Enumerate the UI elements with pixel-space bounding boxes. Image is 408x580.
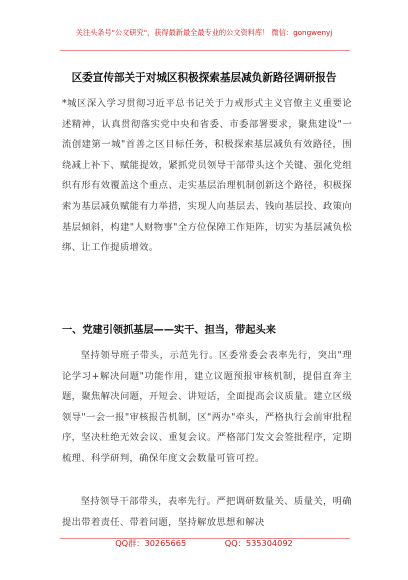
footer-qq-contact: QQ：535304092 — [224, 538, 293, 548]
footer-qq-group: QQ群：30265665 — [115, 538, 187, 548]
header-divider — [60, 50, 350, 51]
paragraph-leadership-team: 坚持领导班子带头，示范先行。区委常委会表率先行，突出"理论学习+解决问题"功能作用，建立议题预报审核机制，提倡直奔主题，聚焦解决问题，开短会、讲短话，全面提高会议质量。建立区级领导"一会一报"审核报告机制，区"两办"牵头，严格执行会前审批程序，坚决杜绝无效会议、重复会议。严格部门发文会签批程序，定期梳理、科学研判，确保年度文会数量可管可控。 — [62, 350, 352, 464]
header-banner: 关注头条号"公文研究"，获得最新最全最专业的公文资料库！ 微信：gongwenyj — [75, 28, 333, 37]
section-heading-1: 一、党建引领抓基层——实干、担当，带起头来 — [62, 325, 276, 336]
footer — [0, 538, 408, 549]
paragraph-intro: *城区深入学习贯彻习近平总书记关于力戒形式主义官僚主义重要论述精神，认真贯彻落实党中央和省委、市委部署要求，聚焦建设"一流创建第一城"首善之区目标任务，积极探索基层减负有效路径，围绕减上补下、赋能提效，紧抓党员领导干部带头这个关键、强化党组织有形有效覆盖这个重点、走实基层治理机制创新这个路径，积极探索为基层减负赋能有力举措，实现人向基层去、钱向基层投、政策向基层倾斜，构建"人财物事"全方位保障工作矩阵，切实为基层减负松绑、让工作提质增效。 — [62, 98, 352, 254]
paragraph-leading-cadres: 坚持领导干部带头，表率先行。严把调研数量关、质量关，明确提出带着责任、带着问题，坚持解放思想和解决 — [62, 496, 352, 528]
document-title: 区委宣传部关于对城区积极探索基层减负新路径调研报告 — [71, 72, 337, 84]
